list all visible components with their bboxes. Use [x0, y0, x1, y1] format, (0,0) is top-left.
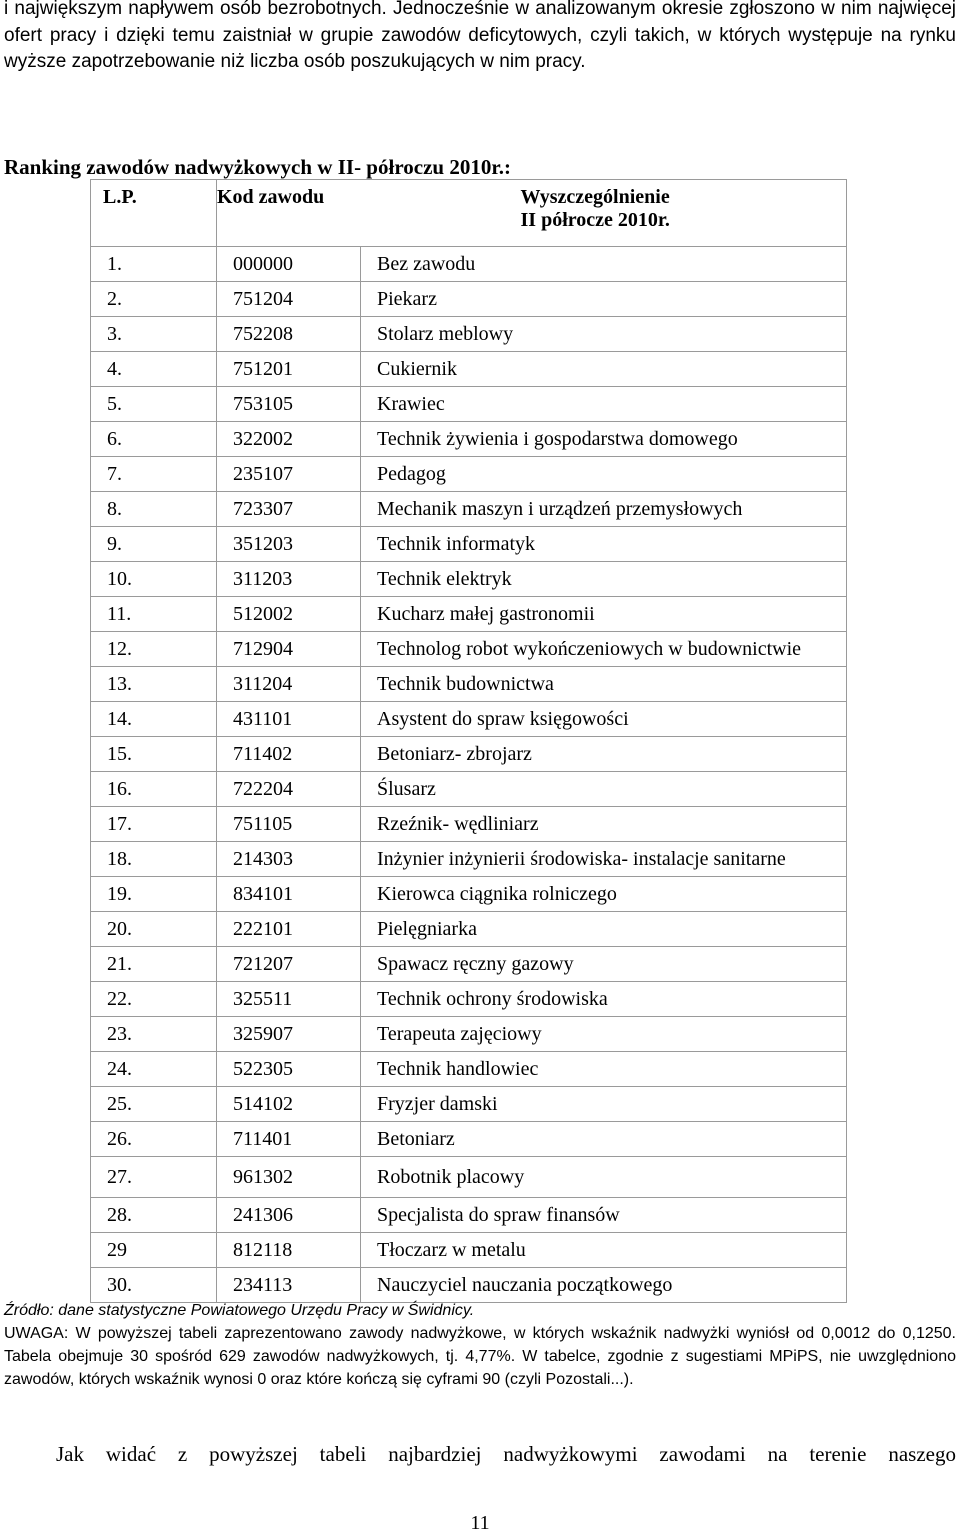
cell-lp: 20. [91, 912, 217, 947]
cell-name: Technik budownictwa [361, 667, 847, 702]
cell-lp: 10. [91, 562, 217, 597]
header-wyszczegolnienie-line2: II półrocze 2010r. [520, 209, 670, 231]
cell-name: Kierowca ciągnika rolniczego [361, 877, 847, 912]
table-row [91, 702, 847, 737]
cell-name: Robotnik placowy [361, 1157, 847, 1198]
cell-lp: 8. [91, 492, 217, 527]
page-number: 11 [470, 1512, 490, 1534]
table-row [91, 387, 847, 422]
cell-lp: 15. [91, 737, 217, 772]
table-row [91, 352, 847, 387]
cell-name: Betoniarz- zbrojarz [361, 737, 847, 772]
cell-lp: 21. [91, 947, 217, 982]
intro-paragraph: i największym napływem osób bezrobotnych. Jednocześnie w analizowanym okresie zgłoszono w nim najwięcej ofert pracy i dzięki temu zaistniał w grupie zawodów deficytowych, czyli takich, w których występuje na rynku wyższe zapotrzebowanie niż liczba osób poszukujących w nim pracy. [4, 0, 956, 72]
cell-name: Pielęgniarka [361, 912, 847, 947]
table-row [91, 317, 847, 352]
cell-name: Krawiec [361, 387, 847, 422]
cell-name: Terapeuta zajęciowy [361, 1017, 847, 1052]
cell-name: Technik elektryk [361, 562, 847, 597]
cell-name: Piekarz [361, 282, 847, 317]
cell-kod: 311203 [217, 562, 361, 597]
cell-kod: 834101 [217, 877, 361, 912]
cell-name: Pedagog [361, 457, 847, 492]
cell-name: Rzeźnik- wędliniarz [361, 807, 847, 842]
cell-lp: 2. [91, 282, 217, 317]
cell-lp: 9. [91, 527, 217, 562]
header-wyszczegolnienie-line1: Wyszczególnienie [520, 186, 670, 208]
cell-kod: 812118 [217, 1233, 361, 1268]
cell-kod: 235107 [217, 457, 361, 492]
cell-kod: 241306 [217, 1198, 361, 1233]
section-title: Ranking zawodów nadwyżkowych w II- półroczu 2010r.: [4, 155, 511, 179]
cell-lp: 1. [91, 247, 217, 282]
table-row [91, 282, 847, 317]
cell-lp: 7. [91, 457, 217, 492]
table-row [91, 457, 847, 492]
cell-lp: 11. [91, 597, 217, 632]
cell-kod: 325511 [217, 982, 361, 1017]
header-lp: L.P. [91, 180, 217, 247]
ranking-table [90, 179, 847, 1303]
cell-kod: 512002 [217, 597, 361, 632]
cell-kod: 711401 [217, 1122, 361, 1157]
table-header-row [91, 180, 847, 247]
cell-lp: 27. [91, 1157, 217, 1198]
ranking-table-body [91, 247, 847, 1303]
header-kod-zawodu: Kod zawodu [217, 180, 361, 247]
source-note: Źródło: dane statystyczne Powiatowego Urzędu Pracy w Świdnicy. [4, 1302, 475, 1319]
cell-lp: 19. [91, 877, 217, 912]
cell-kod: 000000 [217, 247, 361, 282]
table-row [91, 597, 847, 632]
cell-kod: 351203 [217, 527, 361, 562]
table-row [91, 772, 847, 807]
table-row [91, 562, 847, 597]
cell-kod: 311204 [217, 667, 361, 702]
table-row [91, 1052, 847, 1087]
cell-kod: 751201 [217, 352, 361, 387]
cell-lp: 16. [91, 772, 217, 807]
table-row [91, 667, 847, 702]
cell-lp: 13. [91, 667, 217, 702]
cell-kod: 712904 [217, 632, 361, 667]
cell-lp: 29 [91, 1233, 217, 1268]
cell-lp: 26. [91, 1122, 217, 1157]
cell-lp: 14. [91, 702, 217, 737]
cell-kod: 522305 [217, 1052, 361, 1087]
cell-kod: 721207 [217, 947, 361, 982]
cell-lp: 6. [91, 422, 217, 457]
cell-name: Technik handlowiec [361, 1052, 847, 1087]
table-row [91, 912, 847, 947]
table-row [91, 1122, 847, 1157]
cell-kod: 514102 [217, 1087, 361, 1122]
cell-lp: 5. [91, 387, 217, 422]
cell-lp: 28. [91, 1198, 217, 1233]
table-row [91, 807, 847, 842]
cell-kod: 234113 [217, 1268, 361, 1303]
cell-name: Nauczyciel nauczania początkowego [361, 1268, 847, 1303]
cell-name: Mechanik maszyn i urządzeń przemysłowych [361, 492, 847, 527]
closing-paragraph: Jak widać z powyższej tabeli najbardziej nadwyżkowymi zawodami na terenie naszego [56, 1442, 956, 1466]
cell-lp: 12. [91, 632, 217, 667]
cell-name: Specjalista do spraw finansów [361, 1198, 847, 1233]
table-row [91, 842, 847, 877]
cell-lp: 4. [91, 352, 217, 387]
cell-name: Stolarz meblowy [361, 317, 847, 352]
cell-lp: 24. [91, 1052, 217, 1087]
cell-lp: 18. [91, 842, 217, 877]
cell-kod: 752208 [217, 317, 361, 352]
cell-name: Inżynier inżynierii środowiska- instalacje sanitarne [361, 842, 847, 877]
cell-name: Bez zawodu [361, 247, 847, 282]
table-row [91, 492, 847, 527]
cell-name: Technik żywienia i gospodarstwa domowego [361, 422, 847, 457]
cell-name: Betoniarz [361, 1122, 847, 1157]
cell-kod: 961302 [217, 1157, 361, 1198]
cell-kod: 711402 [217, 737, 361, 772]
cell-name: Ślusarz [361, 772, 847, 807]
cell-name: Kucharz małej gastronomii [361, 597, 847, 632]
table-row [91, 982, 847, 1017]
table-row [91, 737, 847, 772]
table-row [91, 1233, 847, 1268]
cell-kod: 751105 [217, 807, 361, 842]
table-row [91, 422, 847, 457]
cell-lp: 25. [91, 1087, 217, 1122]
cell-kod: 325907 [217, 1017, 361, 1052]
cell-kod: 723307 [217, 492, 361, 527]
cell-name: Fryzjer damski [361, 1087, 847, 1122]
table-row [91, 947, 847, 982]
uwaga-note: UWAGA: W powyższej tabeli zaprezentowano zawody nadwyżkowe, w których wskaźnik nadwyżki wyniósł od 0,0012 do 0,1250. Tabela obejmuje 30 spośród 629 zawodów nadwyżkowych, tj. 4,77%. W tabelce, zgodnie z sugestiami MPiPS, nie uwzględniono zawodów, których wskaźnik wynosi 0 oraz które kończą się cyframi 90 (czyli Pozostali...). [4, 1325, 956, 1388]
cell-lp: 17. [91, 807, 217, 842]
cell-kod: 753105 [217, 387, 361, 422]
cell-lp: 23. [91, 1017, 217, 1052]
cell-lp: 30. [91, 1268, 217, 1303]
cell-name: Spawacz ręczny gazowy [361, 947, 847, 982]
table-row [91, 1157, 847, 1198]
table-row [91, 1087, 847, 1122]
cell-name: Cukiernik [361, 352, 847, 387]
cell-name: Asystent do spraw księgowości [361, 702, 847, 737]
cell-kod: 751204 [217, 282, 361, 317]
cell-name: Tłoczarz w metalu [361, 1233, 847, 1268]
cell-name: Technolog robot wykończeniowych w budownictwie [361, 632, 847, 667]
cell-lp: 3. [91, 317, 217, 352]
cell-name: Technik informatyk [361, 527, 847, 562]
table-row [91, 1198, 847, 1233]
cell-kod: 322002 [217, 422, 361, 457]
header-wyszczegolnienie [361, 180, 847, 247]
cell-kod: 214303 [217, 842, 361, 877]
table-row [91, 1017, 847, 1052]
table-row [91, 527, 847, 562]
table-row [91, 877, 847, 912]
cell-name: Technik ochrony środowiska [361, 982, 847, 1017]
table-row [91, 632, 847, 667]
table-row [91, 1268, 847, 1303]
table-row [91, 247, 847, 282]
cell-lp: 22. [91, 982, 217, 1017]
cell-kod: 222101 [217, 912, 361, 947]
cell-kod: 722204 [217, 772, 361, 807]
cell-kod: 431101 [217, 702, 361, 737]
